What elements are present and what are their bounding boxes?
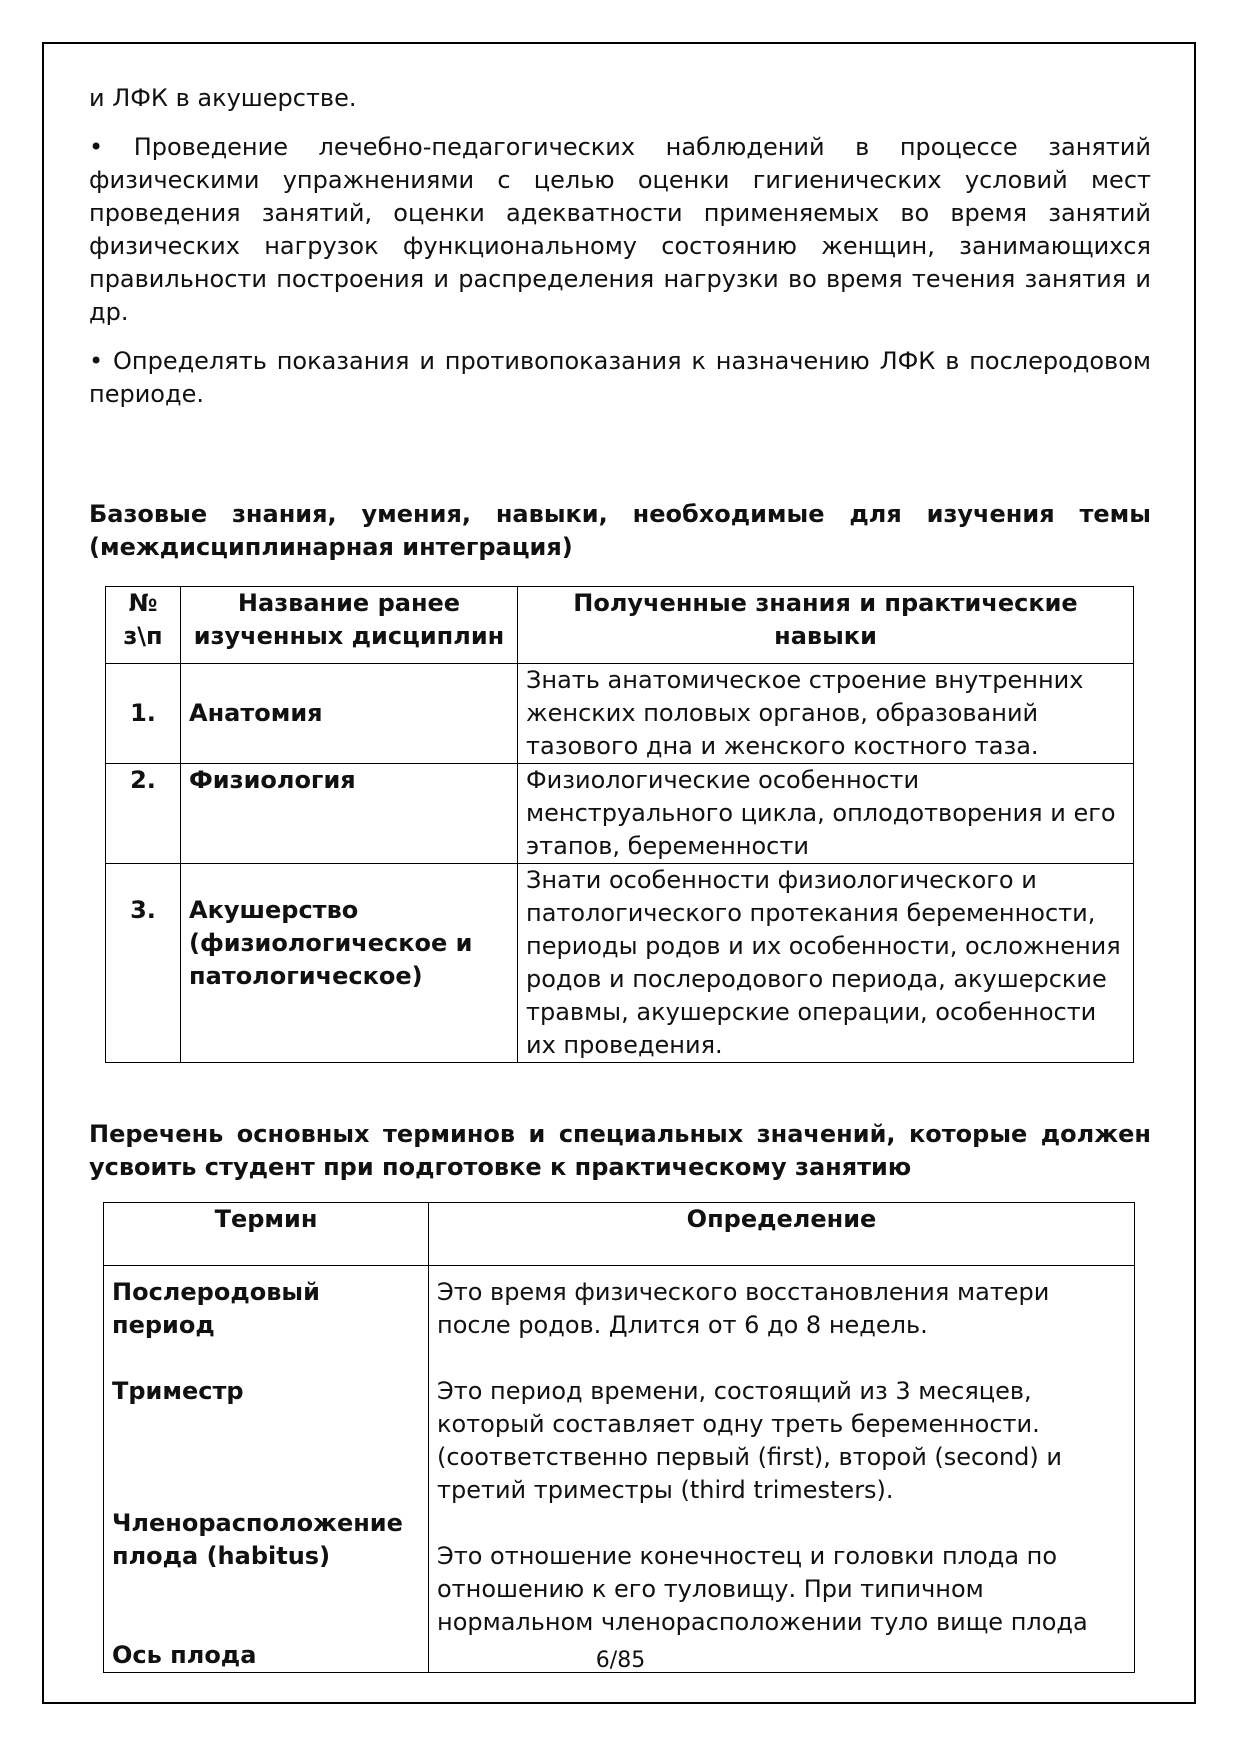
section-heading-terms: Перечень основных терминов и специальных значений, которые должен усвоить студент при подготовке к практическому занятию	[89, 1120, 1151, 1181]
row-discipline: Акушерство (физиологическое и патологическое)	[181, 864, 518, 1063]
table-row	[106, 864, 1134, 1063]
header-number: № з\п	[106, 587, 181, 664]
table-row	[106, 664, 1134, 764]
row-number: 1.	[106, 664, 181, 764]
definition-trimester: Это период времени, состоящий из 3 месяцев, который составляет одну треть беременности. (соответственно первый (first), второй (second) и третий триместры (third trimesters).	[437, 1377, 1062, 1504]
header-definition: Определение	[429, 1203, 1135, 1266]
row-discipline: Физиология	[181, 764, 518, 864]
bullet-observations: • Проведение лечебно-педагогических наблюдений в процессе занятий физическими упражнениями с целью оценки гигиенических условий мест проведения занятий, оценки адекватности применяемых во время занятий физических нагрузок функциональному состоянию женщин, занимающихся правильности построения и распределения нагрузки во время течения занятия и др.	[89, 133, 1151, 326]
table-header-row	[104, 1203, 1135, 1266]
term-trimester: Триместр	[112, 1377, 244, 1405]
table-row	[106, 764, 1134, 864]
table-row	[104, 1266, 1135, 1673]
term-habitus: Членорасположение плода (habitus)	[112, 1509, 403, 1570]
row-knowledge: Знать анатомическое строение внутренних женских половых органов, образований тазового дна и женского костного таза.	[518, 664, 1134, 764]
row-knowledge: Знати особенности физиологического и патологического протекания беременности, периоды родов и их особенности, осложнения родов и послеродового периода, акушерские травмы, акушерские операции, особенности их проведения.	[518, 864, 1134, 1063]
intro-text	[89, 82, 1151, 411]
disciplines-table	[105, 586, 1134, 1063]
page-number: 6/85	[595, 1648, 646, 1673]
row-knowledge: Физиологические особенности менструального цикла, оплодотворения и его этапов, беременности	[518, 764, 1134, 864]
bullet-indications: • Определять показания и противопоказания к назначению ЛФК в послеродовом периоде.	[89, 347, 1151, 408]
terms-column	[104, 1266, 429, 1673]
term-postpartum: Послеродовый период	[112, 1278, 320, 1339]
section-heading-basic-knowledge: Базовые знания, умения, навыки, необходимые для изучения темы (междисциплинарная интеграция)	[89, 500, 1151, 561]
definition-postpartum: Это время физического восстановления матери после родов. Длится от 6 до 8 недель.	[437, 1278, 1050, 1339]
term-fetal-axis: Ось плода	[112, 1641, 257, 1669]
terms-table	[103, 1202, 1135, 1673]
header-discipline: Название ранее изученных дисциплин	[181, 587, 518, 664]
row-discipline: Анатомия	[181, 664, 518, 764]
definition-habitus: Это отношение конечностец и головки плода по отношению к его туловищу. При типичном нормальном членорасположении туло вище плода	[437, 1542, 1088, 1636]
row-number: 3.	[106, 864, 181, 1063]
header-term: Термин	[104, 1203, 429, 1266]
definitions-column	[429, 1266, 1135, 1673]
header-knowledge: Полученные знания и практические навыки	[518, 587, 1134, 664]
row-number: 2.	[106, 764, 181, 864]
intro-line: и ЛФК в акушерстве.	[89, 84, 357, 112]
table-header-row	[106, 587, 1134, 664]
